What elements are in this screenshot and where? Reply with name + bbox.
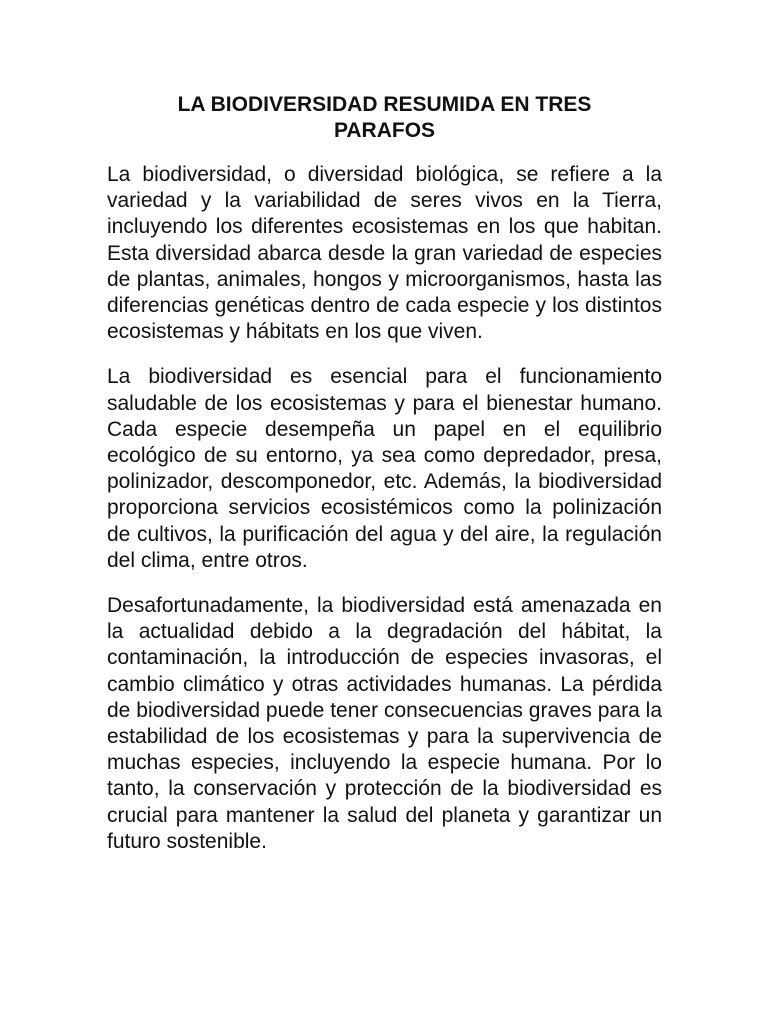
- paragraph-1: La biodiversidad, o diversidad biológica, se refiere a la variedad y la variabilidad de seres vivos en la Tierra, incluyendo los diferentes ecosistemas en los que habitan. Esta diversidad abarca desde la gran variedad de especies de plantas, animales, hongos y microorganismos, hasta las diferencias genéticas dentro de cada especie y los distintos ecosistemas y hábitats en los que viven.: [107, 163, 662, 344]
- paragraph-2: La biodiversidad es esencial para el funcionamiento saludable de los ecosistemas y para el bienestar humano. Cada especie desempeña un papel en el equilibrio ecológico de su entorno, ya sea como depredador, presa, polinizador, descomponedor, etc. Además, la biodiversidad proporciona servicios ecosistémicos como la polinización de cultivos, la purificación del agua y del aire, la regulación del clima, entre otros.: [107, 365, 662, 572]
- paragraph-3: Desafortunadamente, la biodiversidad está amenazada en la actualidad debido a la degradación del hábitat, la contaminación, la introducción de especies invasoras, el cambio climático y otras actividades humanas. La pérdida de biodiversidad puede tener consecuencias graves para la estabilidad de los ecosistemas y para la supervivencia de muchas especies, incluyendo la especie humana. Por lo tanto, la conservación y protección de la biodiversidad es crucial para mantener la salud del planeta y garantizar un futuro sostenible.: [107, 594, 662, 853]
- document-title: LA BIODIVERSIDAD RESUMIDA EN TRES PARAFOS: [177, 93, 592, 142]
- document-body: [107, 92, 662, 855]
